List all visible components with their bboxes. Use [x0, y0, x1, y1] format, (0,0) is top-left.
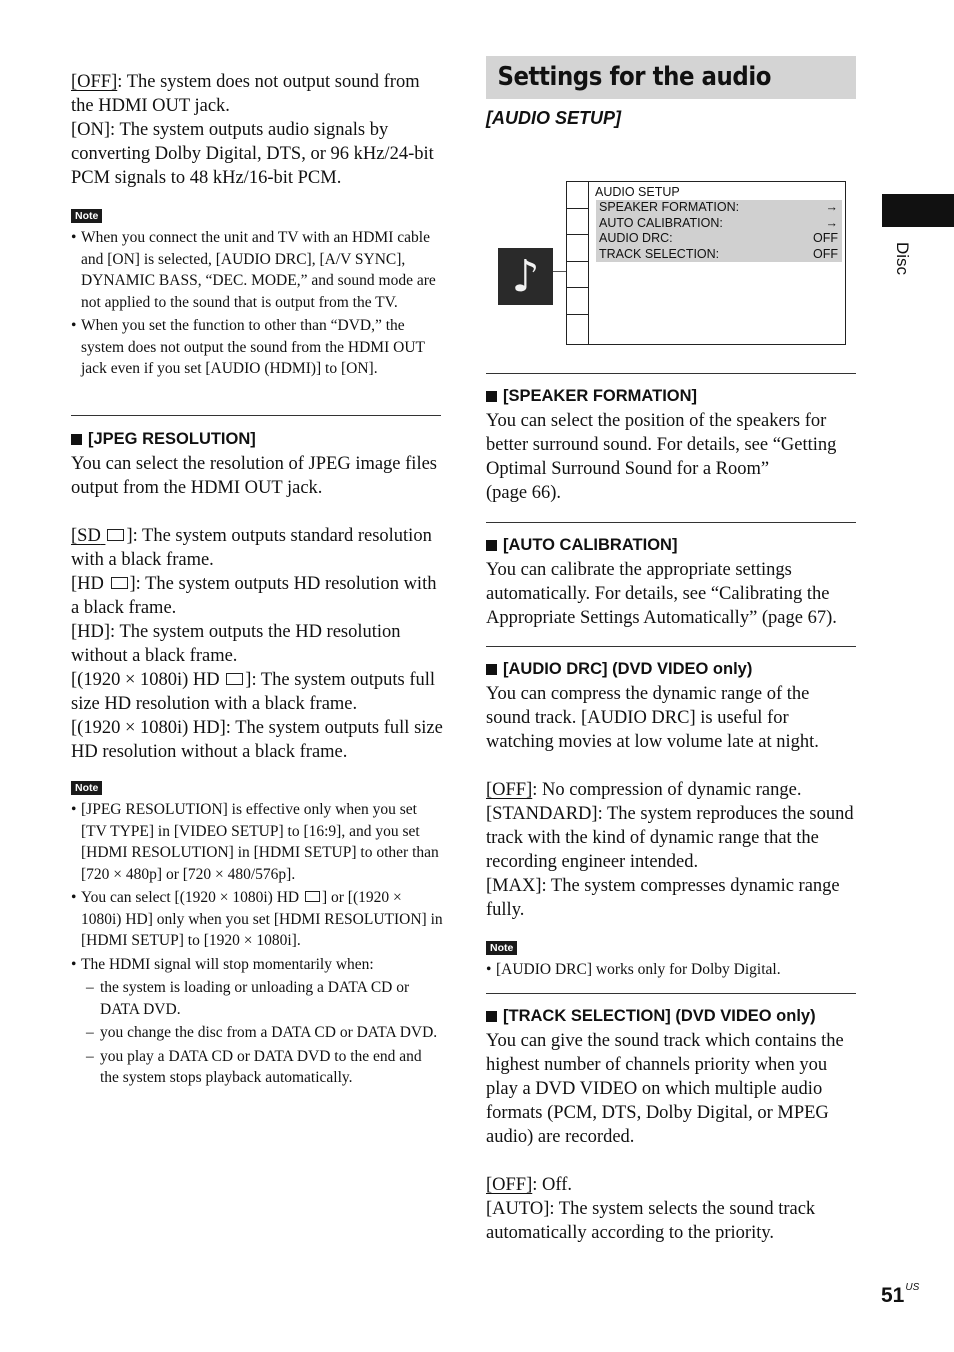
jpeg-1080i-option: [(1920 × 1080i) HD]: The system outputs full size HD resolution without a black frame. [71, 718, 443, 762]
page-title: Settings for the audio [497, 62, 772, 92]
square-bullet-icon [486, 540, 497, 551]
menu-row-auto-calibration: AUTO CALIBRATION: → [599, 215, 838, 230]
section-heading: [AUTO CALIBRATION] [486, 535, 858, 555]
section-heading: [SPEAKER FORMATION] [486, 386, 858, 406]
section-heading [71, 429, 443, 449]
menu-row-audio-drc: AUDIO DRC: OFF [599, 231, 838, 245]
chapter-tab [882, 194, 954, 227]
section-divider [486, 522, 856, 523]
menu-icon-slot [567, 235, 588, 262]
default-option-tag: [OFF] [486, 1175, 533, 1195]
menu-icon-slot [567, 182, 588, 209]
default-option-tag: [SD [71, 526, 126, 546]
section-divider [71, 415, 441, 416]
note-label: Note [71, 781, 102, 795]
note-item: • When you set the function to other than “DVD,” the system does not output the sound from the HDMI OUT jack even if you set [AUDIO (HDMI)] to [ON]. [71, 315, 443, 380]
note-item: • The HDMI signal will stop momentarily when: [71, 954, 443, 976]
note-list [71, 227, 443, 380]
jpeg-sd-option [71, 524, 443, 572]
default-option-tag: [OFF] [71, 72, 118, 92]
black-frame-icon [226, 673, 243, 685]
page-reference: (page 66). [486, 483, 561, 503]
music-note-icon: ♪ [498, 248, 553, 305]
note-subitem: – you change the disc from a DATA CD or DATA DVD. [71, 1022, 443, 1044]
jpeg-hd-frame-option: [HD ]: The system outputs HD resolution with a black frame. [71, 574, 437, 618]
section-intro: You can compress the dynamic range of the sound track. [AUDIO DRC] is useful for watching movies at low volume late at night. [486, 684, 819, 752]
section-heading: [TRACK SELECTION] (DVD VIDEO only) [486, 1006, 858, 1026]
heading-text: [JPEG RESOLUTION] [88, 430, 256, 448]
section-auto-calibration [486, 535, 858, 630]
note-item: • [JPEG RESOLUTION] is effective only when you set [TV TYPE] in [VIDEO SETUP] to [16:9], and you set [HDMI RESOLUTION] in [HDMI SETUP] to other than [720 × 480p] or [720 × 480/576p]. [71, 799, 443, 885]
arrow-right-icon: → [825, 200, 838, 214]
note-subitem: – the system is loading or unloading a DATA CD or DATA DVD. [71, 977, 443, 1020]
black-frame-icon [111, 577, 128, 589]
drc-max-option: [MAX]: The system compresses dynamic range fully. [486, 876, 840, 920]
drc-off-option: [OFF]: No compression of dynamic range. [486, 780, 802, 800]
section-speaker-formation [486, 386, 858, 505]
menu-screen-title: AUDIO SETUP [595, 185, 680, 199]
menu-icon-slot [567, 288, 588, 315]
chapter-label: Disc [893, 242, 912, 276]
section-divider [486, 646, 856, 647]
note-item: • You can select [(1920 × 1080i) HD ] or [(1920 × 1080i) HD] only when you set [HDMI RESOLUTION] in [HDMI SETUP] to [1920 × 1080i]. [71, 887, 443, 952]
black-frame-icon [107, 529, 124, 541]
hdmi-audio-options [71, 70, 443, 190]
audio-setup-menu-screen [566, 181, 846, 345]
section-text: You can select the position of the speakers for better surround sound. For details, see “Getting Optimal Surround Sound for a Room” [486, 411, 837, 479]
section-text: You can calibrate the appropriate settings automatically. For details, see “Calibrating the Appropriate Settings Automatically” (page 67). [486, 560, 837, 628]
page-number: $51^{US}$ [881, 1282, 920, 1307]
hdmi-off-option [71, 70, 443, 118]
square-bullet-icon [486, 391, 497, 402]
note-block-hdmi [71, 206, 443, 380]
note-list [71, 799, 443, 1089]
page-title-bar [486, 56, 856, 99]
jpeg-1080i-frame-option: [(1920 × 1080i) HD ]: The system outputs full size HD resolution with a black frame. [71, 670, 436, 714]
menu-icon-slot [567, 209, 588, 236]
square-bullet-icon [71, 434, 82, 445]
note-label: Note [71, 209, 102, 223]
menu-subtitle: [AUDIO SETUP] [486, 108, 621, 128]
square-bullet-icon [486, 664, 497, 675]
region-suffix: US [905, 1282, 920, 1293]
menu-rows [596, 200, 842, 262]
note-block-drc [486, 938, 858, 981]
section-heading: [AUDIO DRC] (DVD VIDEO only) [486, 659, 858, 679]
note-label: Note [486, 941, 517, 955]
note-item: • [AUDIO DRC] works only for Dolby Digital. [486, 959, 858, 981]
note-list [486, 959, 858, 981]
note-block-jpeg [71, 778, 443, 1089]
section-intro: You can give the sound track which contains the highest number of channels priority when you play a DVD VIDEO on which multiple audio formats (PCM, DTS, Dolby Digital, or MPEG audio) are recorded. [486, 1031, 844, 1147]
menu-icon-slot [567, 262, 588, 289]
arrow-right-icon: → [825, 215, 838, 230]
section-track-selection [486, 1006, 858, 1245]
jpeg-hd-option: [HD]: The system outputs the HD resolution without a black frame. [71, 622, 401, 666]
section-audio-drc [486, 659, 858, 922]
section-divider [486, 993, 856, 994]
note-item: • When you connect the unit and TV with an HDMI cable and [ON] is selected, [AUDIO DRC], [A/V SYNC], DYNAMIC BASS, “DEC. MODE,” and sound mode are not applied to the sound that is output from the TV. [71, 227, 443, 313]
track-off-option: [OFF]: Off. [486, 1175, 573, 1195]
menu-icon-slot [567, 315, 588, 342]
option-description: ]: The system outputs standard resolution with a black frame. [71, 526, 432, 570]
option-description: : The system does not output sound from the HDMI OUT jack. [71, 72, 420, 116]
hdmi-on-option: [ON]: The system outputs audio signals by converting Dolby Digital, DTS, or 96 kHz/24-bit PCM signals to 48 kHz/16-bit PCM. [71, 120, 434, 188]
menu-row-track-selection: TRACK SELECTION: OFF [599, 246, 838, 261]
note-subitem: – you play a DATA CD or DATA DVD to the end and the system stops playback automatically. [71, 1046, 443, 1089]
default-option-tag: [OFF] [486, 780, 533, 800]
menu-row-speaker-formation: SPEAKER FORMATION: → [599, 200, 838, 214]
track-auto-option: [AUTO]: The system selects the sound track automatically according to the priority. [486, 1199, 816, 1243]
section-jpeg-resolution [71, 429, 443, 764]
drc-standard-option: [STANDARD]: The system reproduces the sound track with the kind of dynamic range that the recording engineer intended. [486, 804, 854, 872]
section-divider [486, 373, 856, 374]
menu-icon-column [567, 182, 589, 344]
section-intro: You can select the resolution of JPEG image files output from the HDMI OUT jack. [71, 454, 437, 498]
black-frame-icon [305, 891, 320, 902]
square-bullet-icon [486, 1011, 497, 1022]
